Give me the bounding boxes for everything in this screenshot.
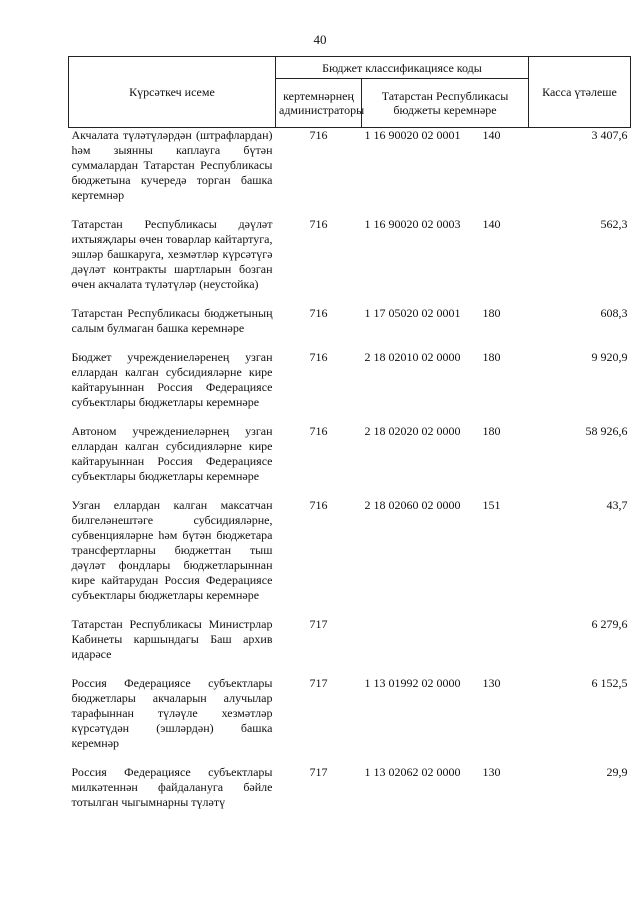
- administrator-code: 717: [309, 765, 328, 779]
- header-administrator: кертемнәрнең администраторы: [276, 79, 362, 128]
- header-republic-revenues: Татарстан Республикасы бюджеты керемнәре: [362, 79, 529, 128]
- subtype-code: 140: [482, 128, 501, 142]
- page-number: 40: [313, 32, 327, 47]
- administrator-code: 716: [309, 498, 328, 512]
- table-row: [69, 424, 631, 498]
- table-row: [69, 350, 631, 424]
- administrator-code: 716: [309, 424, 328, 438]
- administrator-code: 716: [309, 306, 328, 320]
- table-row: [69, 617, 631, 676]
- indicator-name: Автоном учреждениеләрнең узган еллардан калган субсидияләрне кире кайтаруыннан Россия Федерациясе субъектлары бюджетлары керемнәре: [71, 424, 273, 483]
- indicator-name: Татарстан Республикасы бюджетының салым булмаган башка керемнәре: [71, 306, 273, 335]
- cash-amount: 58 926,6: [585, 424, 628, 438]
- table-row: [69, 128, 631, 218]
- cash-amount: 9 920,9: [591, 350, 628, 364]
- cash-amount: 6 279,6: [591, 617, 628, 631]
- subtype-code: 180: [482, 350, 501, 364]
- cash-amount: 3 407,6: [591, 128, 628, 142]
- subtype-code: 130: [482, 676, 501, 690]
- table-row: [69, 765, 631, 824]
- indicator-name: Акчалата түләтүләрдән (штрафлардан) һәм зыянны каплауга бүтән суммалардан Татарстан Республикасы бюджетына кучередә торган башка кертемнәр: [71, 128, 273, 202]
- classification-code: 1 16 90020 02 0003: [364, 217, 461, 231]
- table-row: [69, 306, 631, 350]
- subtype-code: 180: [482, 424, 501, 438]
- classification-code: 1 16 90020 02 0001: [364, 128, 461, 142]
- administrator-code: 716: [309, 128, 328, 142]
- cash-amount: 6 152,5: [591, 676, 628, 690]
- subtype-code: 130: [482, 765, 501, 779]
- budget-revenue-table: [68, 56, 631, 824]
- cash-amount: 29,9: [606, 765, 628, 779]
- cash-amount: 608,3: [600, 306, 628, 320]
- header-cash-execution: Касса үтәлеше: [529, 57, 631, 128]
- classification-code: 2 18 02010 02 0000: [364, 350, 461, 364]
- administrator-code: 717: [309, 676, 328, 690]
- subtype-code: 151: [482, 498, 501, 512]
- administrator-code: 716: [309, 217, 328, 231]
- header-indicator-name: Күрсәткеч исеме: [69, 57, 276, 128]
- indicator-name: Узган еллардан калган максатчан билгеләнештәге субсидияләрне, субвенцияләрне һәм бүтән бюджетара трансфертларны бюджеттан тыш дәүләт фондлары бюджетларыннан кире кайтарудан Россия Федерациясе субъектлары бюджетлары керемнәре: [71, 498, 273, 602]
- subtype-code: 180: [482, 306, 501, 320]
- classification-code: 1 13 01992 02 0000: [364, 676, 461, 690]
- table-row: [69, 498, 631, 617]
- indicator-name: Бюджет учреждениеләренең узган еллардан калган субсидияләрне кире кайтаруыннан Россия Федерациясе субъектлары бюджетлары керемнәре: [71, 350, 273, 409]
- classification-code: 2 18 02020 02 0000: [364, 424, 461, 438]
- cash-amount: 562,3: [600, 217, 628, 231]
- administrator-code: 716: [309, 350, 328, 364]
- classification-code: 1 17 05020 02 0001: [364, 306, 461, 320]
- subtype-code: 140: [482, 217, 501, 231]
- table-row: [69, 217, 631, 306]
- classification-code: 1 13 02062 02 0000: [364, 765, 461, 779]
- administrator-code: 717: [309, 617, 328, 631]
- indicator-name: Татарстан Республикасы дәүләт ихтыяҗлары өчен товарлар кайтартуга, эшләр башкаруга, хезмәтләр күрсәтүгә дәүләт контракты шартларын бозган өчен акчалата түләтүләр (неустойка): [71, 217, 273, 291]
- indicator-name: Татарстан Республикасы Министрлар Кабинеты каршындагы Баш архив идарәсе: [71, 617, 273, 661]
- table-row: [69, 676, 631, 765]
- indicator-name: Россия Федерациясе субъектлары милкәтеннән файдалануга бәйле тотылган чыгымнарны түләтү: [71, 765, 273, 809]
- classification-code: 2 18 02060 02 0000: [364, 498, 461, 512]
- header-budget-codes: Бюджет классификациясе коды: [276, 57, 529, 79]
- indicator-name: Россия Федерациясе субъектлары бюджетлары акчаларын алучылар тарафыннан түләүле хезмәтләр күрсәтүдән (эшләрдән) башка керемнәр: [71, 676, 273, 750]
- cash-amount: 43,7: [606, 498, 628, 512]
